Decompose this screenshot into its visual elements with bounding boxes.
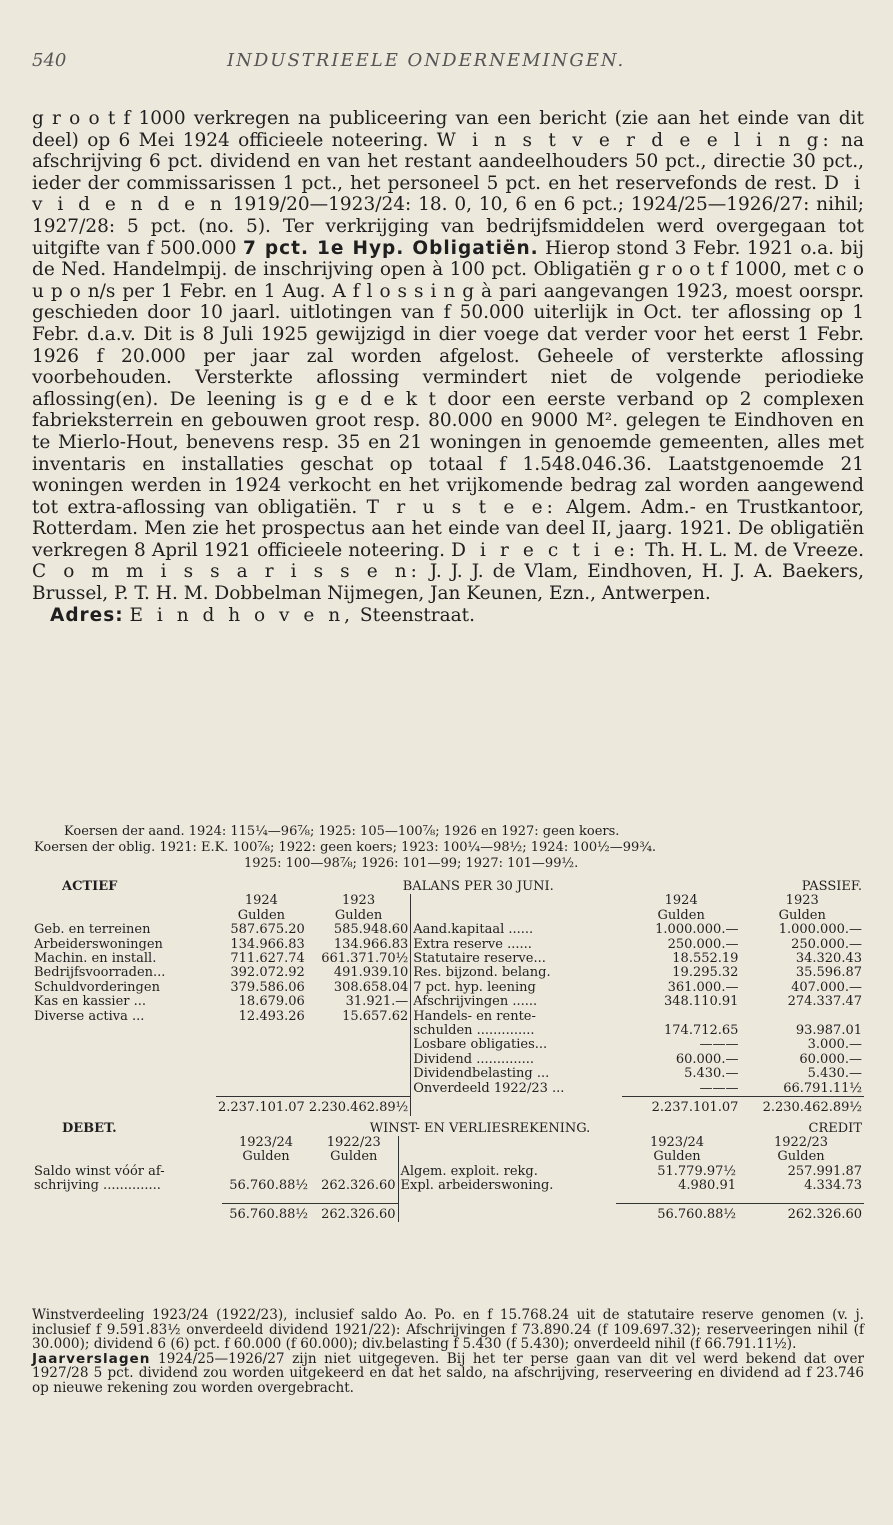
actief-value (307, 1024, 411, 1038)
debet-value: 56.760.88½ (229, 1178, 308, 1194)
actief-value: 134.966.83 (333, 936, 409, 952)
koersen-aandelen: Koersen der aand. 1924: 115¼—96⅞; 1925: 105—100⅞; 1926 en 1927: geen koers. (64, 824, 620, 839)
text-fragment: Algem. Adm.- en Trustkantoor, Rotterdam. Men zie het prospectus aan het einde van deel II, jaarg. 1921. De obligatiën verkregen 8 April 1921 officieele noteering. (32, 496, 864, 561)
credit-value: 4.980.91 (678, 1178, 736, 1194)
unit-header: Gulden (653, 1149, 701, 1165)
unit-header: Gulden (237, 907, 286, 923)
table-row (32, 938, 864, 952)
total-value: 56.760.88½ (222, 1204, 310, 1223)
year-header: 1922/23 (773, 1134, 828, 1150)
total-value: 2.237.101.07 (216, 1097, 307, 1116)
table-row (32, 1082, 864, 1096)
text-fragment: g r o o t f 1000 verkregen na publiceering van een bericht (zie aan het einde van dit deel) op 6 Mei 1924 officieele noteering. (32, 108, 864, 151)
total-value: 2.230.462.89½ (307, 1097, 411, 1116)
winst-total-row (32, 1204, 864, 1223)
running-title: INDUSTRIEELE ONDERNEMINGEN. (227, 50, 626, 71)
footer-notes (32, 1308, 864, 1396)
passief-value: 5.430.— (684, 1066, 739, 1082)
balance-total-row (32, 1097, 864, 1116)
passief-value: 1.000.000.— (778, 922, 862, 938)
adres-city: E i n d h o v e n, (129, 604, 355, 626)
passief-value: 66.791.11½ (783, 1080, 862, 1096)
adres-street: Steenstraat. (354, 604, 475, 626)
keyword-directie: D i r e c t i e: (451, 539, 640, 561)
total-value: 2.230.462.89½ (740, 1097, 864, 1116)
unit-header: Gulden (777, 1149, 825, 1165)
passief-value: 1.000.000.— (655, 922, 739, 938)
keyword-trustee: T r u s t e e: (366, 496, 557, 518)
actief-label: Machin. en install. (34, 951, 157, 967)
adres-label: Adres: (50, 604, 124, 626)
actief-label: Bedrijfsvoorraden... (34, 965, 166, 981)
credit-title: CREDIT (808, 1120, 862, 1136)
text-fragment: 1919/20—1923/24: 18. 0, 10, 6 en 6 pct.; 1924/25—1926/27: nihil; 1927/28: 5 pct. (no. 5). Ter verkrijging van bedrijfsmiddelen werd overgegaan tot uitgifte van f 500.000 (32, 194, 864, 259)
passief-label: schulden .............. (411, 1024, 622, 1038)
passief-label: Afschrijvingen ...... (411, 995, 622, 1009)
table-row (32, 1067, 864, 1081)
passief-label: Dividend .............. (411, 1053, 622, 1067)
page-header (32, 50, 853, 80)
debet-label: schrijving .............. (34, 1178, 161, 1194)
table-row (32, 1010, 864, 1024)
actief-label: Diverse activa ... (34, 1008, 145, 1024)
koersen-obligaties: Koersen der oblig. 1921: E.K. 100⅞; 1922: geen koers; 1923: 100¼—98½; 1924: 100½—99¾. (34, 840, 657, 855)
koersen-block (34, 824, 864, 872)
passief-value: 348.110.91 (664, 994, 739, 1010)
passief-label: Aand.kapitaal ...... (411, 923, 622, 937)
unit-header: Gulden (242, 1149, 290, 1165)
year-header: 1923/24 (649, 1134, 704, 1150)
table-row (32, 1038, 864, 1052)
table-row (32, 923, 864, 937)
balance-sheet (32, 880, 864, 1222)
passief-value: 60.000.— (799, 1051, 862, 1067)
jaarverslagen-label: Jaarverslagen (32, 1350, 151, 1367)
actief-title: ACTIEF (62, 879, 118, 894)
passief-value: 3.000.— (807, 1037, 862, 1053)
year-header: 1923 (342, 893, 376, 909)
actief-value (216, 1024, 307, 1038)
actief-label (32, 1082, 216, 1096)
credit-value: 257.991.87 (787, 1163, 862, 1179)
actief-value (216, 1053, 307, 1067)
actief-label: Arbeiderswoningen (34, 936, 163, 952)
debet-label: Saldo winst vóór af- (34, 1163, 165, 1179)
actief-value: 12.493.26 (238, 1008, 305, 1024)
passief-value: ——— (699, 1080, 739, 1096)
debet-title: DEBET. (62, 1120, 117, 1136)
koersen-obligaties-cont: 1925: 100—98⅞; 1926: 101—99; 1927: 101—99½. (244, 856, 579, 871)
passief-label: Dividendbelasting ... (411, 1067, 622, 1081)
text-fragment: na afschrijving 6 pct. dividend en van het restant aandeelhouders 50 pct., directie 30 pct., ieder der commissarissen 1 pct., het personeel 5 pct. en het reservefonds de rest. (32, 129, 864, 194)
actief-label: Geb. en terreinen (34, 922, 151, 938)
page-number: 540 (32, 50, 67, 71)
actief-value: 31.921.— (345, 994, 409, 1010)
keyword-obligaties: 7 pct. 1e Hyp. Obligatiën. (242, 237, 539, 259)
passief-value (740, 1010, 864, 1024)
table-row (32, 952, 864, 966)
passief-label: Onverdeeld 1922/23 ... (411, 1082, 622, 1096)
company-description (32, 108, 864, 626)
keyword-winstverdeeling: W i n s t v e r d e e l i n g: (436, 129, 833, 151)
actief-value: 134.966.83 (230, 936, 305, 952)
actief-value: 661.371.70½ (321, 951, 409, 967)
keyword-commissarissen: C o m m i s s a r i s s e n: (32, 561, 421, 583)
credit-label: Expl. arbeiderswoning. (398, 1179, 616, 1193)
passief-label: Handels- en rente- (411, 1010, 622, 1024)
actief-value: 15.657.62 (342, 1008, 409, 1024)
keyword-dividenden: D i v i d e n d e n (32, 172, 864, 216)
passief-value: 407.000.— (791, 979, 862, 995)
passief-value: ——— (699, 1037, 739, 1053)
winst-verlies-table (32, 1122, 864, 1223)
table-row (32, 966, 864, 980)
actief-label (32, 1038, 216, 1052)
winst-title: WINST- EN VERLIESREKENING. (369, 1120, 591, 1136)
passief-value: 250.000.— (791, 936, 862, 952)
passief-value: 361.000.— (667, 979, 739, 995)
table-row (32, 1024, 864, 1038)
actief-value (216, 1067, 307, 1081)
passief-value (622, 1010, 741, 1024)
actief-value (216, 1082, 307, 1096)
passief-label: 7 pct. hyp. leening (411, 981, 622, 995)
passief-value: 60.000.— (675, 1051, 739, 1067)
unit-header: Gulden (657, 907, 705, 923)
text-fragment: J. J. J. de Vlam, Eindhoven, H. J. A. Baekers, Brussel, P. T. H. M. Dobbelman Nijmegen, Jan Keunen, Ezn., Antwerpen. (32, 561, 864, 605)
passief-label: Losbare obligaties... (411, 1038, 622, 1052)
winstverdeeling-text: Winstverdeeling 1923/24 (1922/23), inclusief saldo Ao. Po. en f 15.768.24 uit de statutaire reserve genomen (v. j. inclusief f 9.591.83½ onverdeeld dividend 1921/22): Afschrijvingen f 73.890.24 (f 109.697.32); reserveeringen nihil (f 30.000); dividend 6 (6) pct. f 60.000 (f 60.000); div.belasting f 5.430 (f 5.430); onverdeeld nihil (f 66.791.11½). (32, 1307, 864, 1353)
actief-value: 585.948.60 (333, 922, 409, 938)
passief-value: 174.712.65 (664, 1023, 739, 1039)
unit-header: Gulden (334, 907, 383, 923)
passief-value: 274.337.47 (787, 994, 862, 1010)
total-value: 262.326.60 (310, 1204, 398, 1223)
actief-value: 587.675.20 (230, 922, 305, 938)
actief-value: 491.939.10 (333, 965, 409, 981)
actief-value (307, 1067, 411, 1081)
actief-label (32, 1067, 216, 1081)
year-header: 1924 (664, 893, 698, 909)
year-header: 1924 (244, 893, 278, 909)
passief-value: 19.295.32 (672, 965, 739, 981)
credit-label: Algem. exploit. rekg. (398, 1165, 616, 1179)
table-row (32, 1165, 864, 1179)
table-row (32, 1053, 864, 1067)
passief-label: Res. bijzond. belang. (411, 966, 622, 980)
total-value: 56.760.88½ (616, 1204, 738, 1223)
actief-label: Schuldvorderingen (34, 979, 160, 995)
passief-label: Statutaire reserve... (411, 952, 622, 966)
year-header: 1923/24 (238, 1134, 293, 1150)
balance-table (32, 880, 864, 1116)
unit-header: Gulden (330, 1149, 378, 1165)
debet-value: 262.326.60 (321, 1178, 396, 1194)
passief-value: 250.000.— (667, 936, 739, 952)
actief-value: 308.658.04 (333, 979, 409, 995)
year-header: 1923 (785, 893, 819, 909)
credit-value: 51.779.97½ (657, 1163, 736, 1179)
actief-label (32, 1024, 216, 1038)
actief-value: 379.586.06 (230, 979, 305, 995)
credit-value: 4.334.73 (804, 1178, 862, 1194)
passief-value: 18.552.19 (672, 951, 739, 967)
actief-value (307, 1038, 411, 1052)
actief-value (216, 1038, 307, 1052)
balance-title: BALANS PER 30 JUNI. (402, 879, 554, 894)
actief-value: 18.679.06 (238, 994, 305, 1010)
passief-label: Extra reserve ...... (411, 938, 622, 952)
actief-value: 392.072.92 (230, 965, 305, 981)
passief-value: 5.430.— (807, 1066, 862, 1082)
text-fragment: Hierop stond 3 Febr. 1921 o.a. bij de Ned. Handelmpij. de inschrijving open à 100 pct. Obligatiën g r o o t f 1000, met c o u p o n/s per 1 Febr. en 1 Aug. A f l o s s i n g à pari aangevangen 1923, moest oorspr. geschieden door 10 jaarl. uitlotingen van f 50.000 uiterlijk in Oct. ter aflossing op 1 Febr. d.a.v. Dit is 8 Juli 1925 gewijzigd in dier voege dat verder voor het eerst 1 Febr. 1926 f 20.000 per jaar zal worden afgelost. Geheele of versterkte aflossing voorbehouden. Versterkte aflossing vermindert niet de volgende periodieke aflossing(en). De leening is g e d e k t door een eerste verband op 2 complexen fabrieksterrein en gebouwen groot resp. 80.000 en 9000 M². gelegen te Eindhoven en te Mierlo-Hout, benevens resp. 35 en 21 woningen in genoemde gemeenten, alles met inventaris en installaties geschat op totaal f 1.548.046.36. Laatstgenoemde 21 woningen werden in 1924 verkocht en het vrijkomende bedrag zal worden aangewend tot extra-aflossing van obligatiën. (32, 237, 864, 518)
passief-value: 34.320.43 (795, 951, 862, 967)
actief-value (307, 1053, 411, 1067)
table-row (32, 981, 864, 995)
actief-value: 711.627.74 (230, 951, 305, 967)
jaarverslagen-text: 1924/25—1926/27 zijn niet uitgegeven. Bij het ter perse gaan van dit vel werd bekend dat over 1927/28 5 pct. dividend zou worden uitgekeerd en dat het saldo, na afschrijving, reserveering en dividend ad f 23.746 op nieuwe rekening zou worden overgebracht. (32, 1350, 864, 1396)
total-value: 262.326.60 (738, 1204, 864, 1223)
actief-value (307, 1082, 411, 1096)
table-row (32, 995, 864, 1009)
balance-rows (32, 923, 864, 1096)
passief-title: PASSIEF. (801, 879, 862, 894)
passief-value: 35.596.87 (795, 965, 862, 981)
year-header: 1922/23 (326, 1134, 381, 1150)
text-fragment: Th. H. L. M. de Vreeze. (639, 539, 865, 561)
actief-label (32, 1053, 216, 1067)
unit-header: Gulden (778, 907, 826, 923)
actief-label: Kas en kassier ... (34, 994, 147, 1010)
total-value: 2.237.101.07 (622, 1097, 741, 1116)
table-row (32, 1179, 864, 1193)
passief-value: 93.987.01 (795, 1023, 862, 1039)
